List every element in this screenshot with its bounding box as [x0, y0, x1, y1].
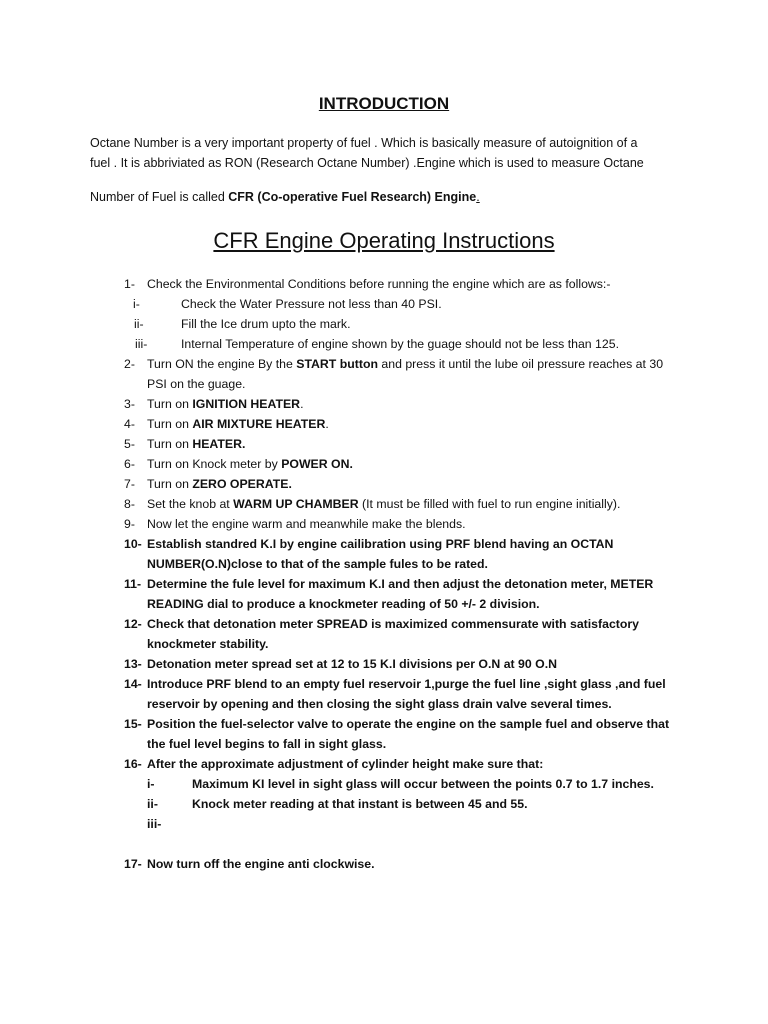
- sub-item-number: iii-: [135, 337, 148, 351]
- item-text-part: .: [300, 397, 304, 411]
- item-text-bold: ZERO OPERATE.: [192, 477, 292, 491]
- item-number: 3-: [124, 397, 135, 411]
- item-text: READING dial to produce a knockmeter reading of 50 +/- 2 division.: [147, 597, 540, 611]
- item-number: 15-: [124, 717, 142, 731]
- item-text-part: Turn on: [147, 417, 193, 431]
- sub-item-number: ii-: [134, 317, 144, 331]
- item-text-part: .: [325, 417, 329, 431]
- item-text-part: Turn on: [147, 397, 193, 411]
- item-text-bold: HEATER.: [192, 437, 246, 451]
- item-number: 17-: [124, 857, 142, 871]
- item-text-bold: WARM UP CHAMBER: [233, 497, 359, 511]
- sub-item-number: iii-: [147, 817, 162, 831]
- item-text: NUMBER(O.N)close to that of the sample fules to be rated.: [147, 557, 488, 571]
- sub-item-number: i-: [133, 297, 140, 311]
- intro-line-3-end: .: [476, 190, 480, 204]
- item-text: knockmeter stability.: [147, 637, 269, 651]
- item-text-part: Turn on: [147, 477, 193, 491]
- item-number: 7-: [124, 477, 135, 491]
- intro-line-2: fuel . It is abbriviated as RON (Research Octane Number) .Engine which is used to measure Octane: [90, 156, 644, 170]
- start-button-label: START button: [296, 357, 378, 371]
- instructions-heading: CFR Engine Operating Instructions: [213, 228, 555, 253]
- item-number: 2-: [124, 357, 135, 371]
- item-text-bold: AIR MIXTURE HEATER: [192, 417, 326, 431]
- item-number: 16-: [124, 757, 142, 771]
- item-number: 1-: [124, 277, 135, 291]
- item-text: Detonation meter spread set at 12 to 15 K.I divisions per O.N at 90 O.N: [147, 657, 558, 671]
- item-text: Check the Environmental Conditions before running the engine which are as follows:-: [147, 277, 611, 291]
- item-text-part: and press it until the lube oil pressure reaches at 30: [377, 357, 664, 371]
- item-number: 13-: [124, 657, 142, 671]
- item-text: Now let the engine warm and meanwhile make the blends.: [147, 517, 466, 531]
- item-text: [147, 354, 663, 374]
- item-text: PSI on the guage.: [147, 377, 246, 391]
- sub-item-text: Maximum KI level in sight glass will occur between the points 0.7 to 1.7 inches.: [192, 777, 654, 791]
- item-text: reservoir by opening and then closing the sight glass drain valve several times.: [147, 697, 612, 711]
- item-text: Position the fuel-selector valve to operate the engine on the sample fuel and observe that: [147, 717, 670, 731]
- item-text: Determine the fule level for maximum K.I and then adjust the detonation meter, METER: [147, 577, 654, 591]
- item-text-part: Set the knob at: [147, 497, 234, 511]
- item-number: 9-: [124, 517, 135, 531]
- item-number: 11-: [124, 577, 142, 591]
- intro-line-3: [90, 187, 480, 207]
- introduction-heading: INTRODUCTION: [318, 94, 450, 113]
- item-text: [147, 394, 303, 414]
- item-text: After the approximate adjustment of cylinder height make sure that:: [147, 757, 544, 771]
- item-text: Establish standred K.I by engine cailibration using PRF blend having an OCTAN: [147, 537, 614, 551]
- sub-item-text: Fill the Ice drum upto the mark.: [181, 317, 351, 331]
- item-text: [147, 494, 620, 514]
- item-number: 6-: [124, 457, 135, 471]
- item-text-part: (It must be filled with fuel to run engine initially).: [358, 497, 621, 511]
- sub-item-number: i-: [147, 777, 155, 791]
- item-text: [147, 474, 292, 494]
- item-text-part: Turn on: [147, 437, 193, 451]
- item-text: Introduce PRF blend to an empty fuel reservoir 1,purge the fuel line ,sight glass ,and fuel: [147, 677, 666, 691]
- sub-item-number: ii-: [147, 797, 158, 811]
- item-number: 14-: [124, 677, 142, 691]
- intro-line-3-text: Number of Fuel is called: [90, 190, 229, 204]
- item-number: 8-: [124, 497, 135, 511]
- item-text-bold: IGNITION HEATER: [192, 397, 301, 411]
- item-text: [147, 434, 245, 454]
- item-number: 12-: [124, 617, 142, 631]
- intro-line-1: Octane Number is a very important property of fuel . Which is basically measure of autoignition of a: [90, 136, 638, 150]
- sub-item-text: Knock meter reading at that instant is between 45 and 55.: [192, 797, 528, 811]
- item-text-part: Turn on Knock meter by: [147, 457, 282, 471]
- item-number: 5-: [124, 437, 135, 451]
- sub-item-text: Check the Water Pressure not less than 40 PSI.: [181, 297, 442, 311]
- item-number: 10-: [124, 537, 142, 551]
- item-text: the fuel level begins to fall in sight glass.: [147, 737, 387, 751]
- item-text-part: Turn ON the engine By the: [147, 357, 297, 371]
- item-text: [147, 454, 353, 474]
- item-number: 4-: [124, 417, 135, 431]
- sub-item-text: Internal Temperature of engine shown by the guage should not be less than 125.: [181, 337, 619, 351]
- item-text: Check that detonation meter SPREAD is maximized commensurate with satisfactory: [147, 617, 640, 631]
- item-text: Now turn off the engine anti clockwise.: [147, 857, 375, 871]
- cfr-engine-name: CFR (Co-operative Fuel Research) Engine: [228, 190, 477, 204]
- item-text-bold: POWER ON.: [281, 457, 353, 471]
- item-text: [147, 414, 329, 434]
